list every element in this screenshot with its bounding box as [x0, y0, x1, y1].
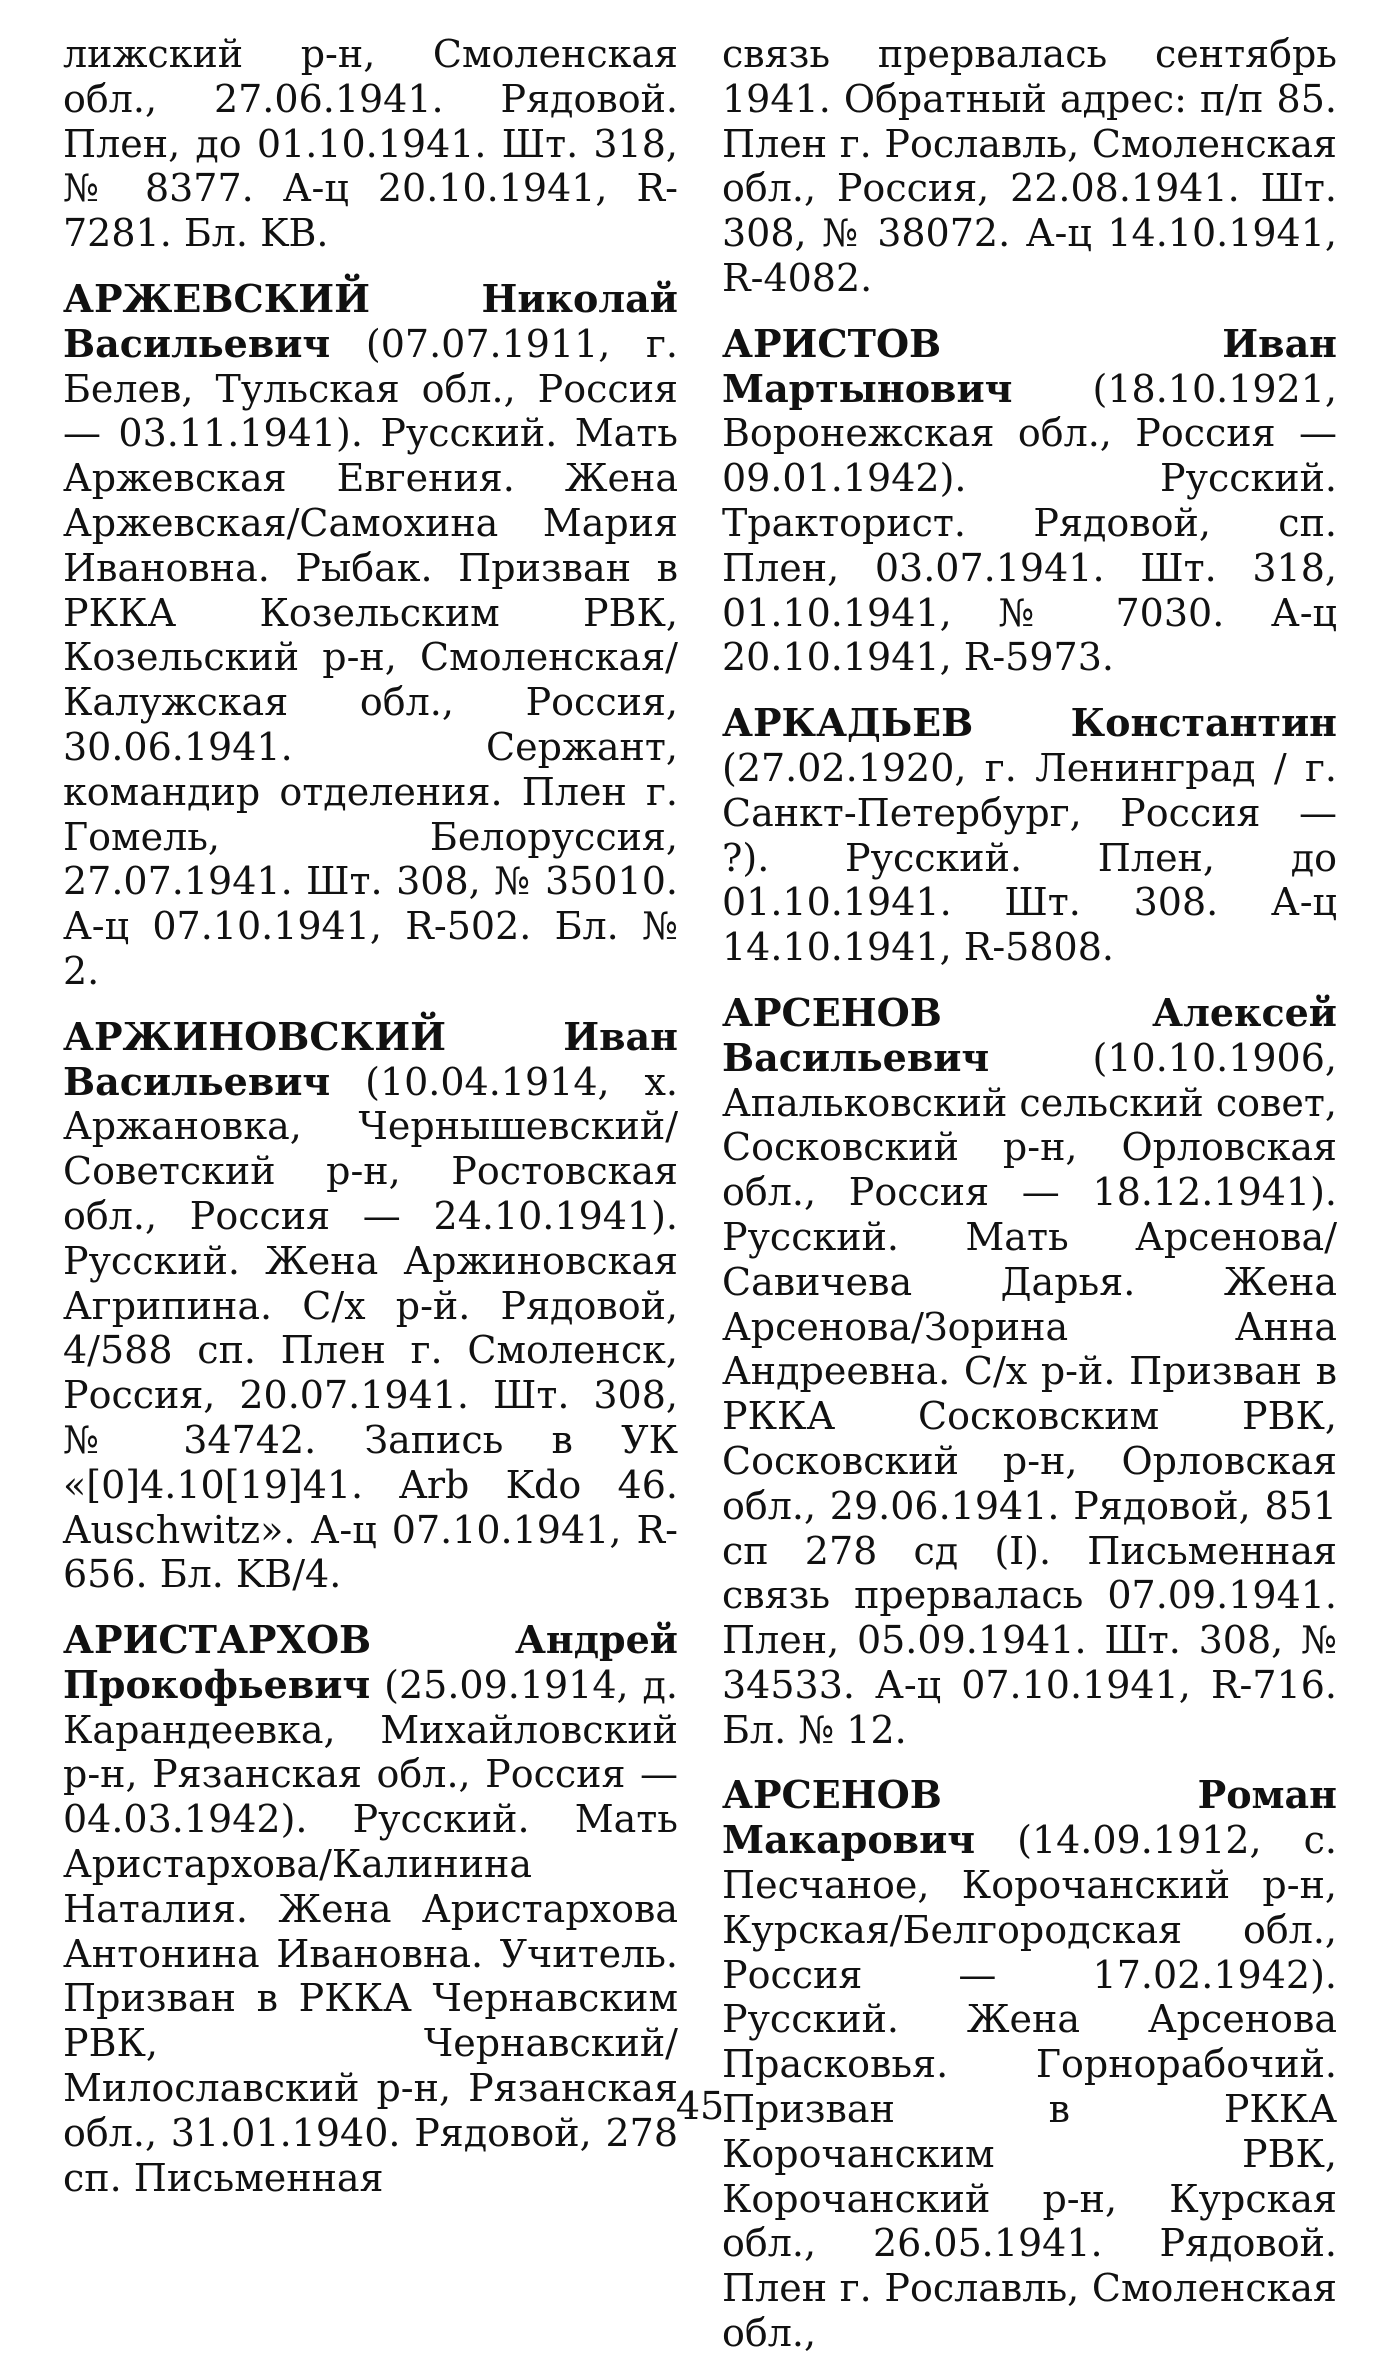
entry-name: АРЖИНОВСКИЙ Иван Васильевич: [63, 1013, 678, 1104]
page-number: 45: [675, 2084, 725, 2128]
entry-text: (27.02.1920, г. Ленинград / г. Санкт-Петербург, Россия — ?). Русский. Плен, до 01.10.1941. Шт. 308. А-ц 14.10.1941, R-5808.: [722, 745, 1337, 970]
biography-entry: [63, 1015, 678, 1597]
left-column: [63, 32, 678, 2221]
entry-name: АРИСТОВ Иван Мартынович: [722, 320, 1337, 411]
entry-name: АРИСТАРХОВ Андрей Прокофьевич: [63, 1617, 678, 1707]
biography-entry: [722, 322, 1337, 680]
biography-entry: [722, 991, 1337, 1753]
entry-text: (14.09.1912, с. Песчаное, Корочанский р-н, Курская/Белгородская обл., Россия — 17.02.1942). Русский. Жена Арсенова Прасковья. Горнорабочий. Призван в РККА Корочанским РВК, Корочанский р-н, Курская обл., 26.05.1941. Рядовой. Плен г. Рославль, Смоленская обл.,: [722, 1818, 1337, 2356]
entry-name: АРКАДЬЕВ Константин: [722, 700, 1337, 746]
entry-text: (07.07.1911, г. Белев, Тульская обл., Россия — 03.11.1941). Русский. Мать Аржевская Евгения. Жена Аржевская/Самохина Мария Ивановна. Рыбак. Призван в РККА Козельским РВК, Козельский р-н, Смоленская/Калужская обл., Россия, 30.06.1941. Сержант, командир отделения. Плен г. Гомель, Белоруссия, 27.07.1941. Шт. 308, № 35010. А-ц 07.10.1941, R-502. Бл. № 2.: [63, 321, 678, 993]
biography-entry: [722, 1773, 1337, 2355]
biography-entry: [722, 701, 1337, 970]
continuation-text: связь прервалась сентябрь 1941. Обратный адрес: п/п 85. Плен г. Рославль, Смоленская обл., Россия, 22.08.1941. Шт. 308, № 38072. А-ц 14.10.1941, R-4082.: [722, 32, 1337, 300]
biography-entry: [63, 277, 678, 994]
entry-name: АРСЕНОВ Алексей Васильевич: [722, 989, 1337, 1080]
entry-text: (10.10.1906, Апальковский сельский совет, Сосковский р-н, Орловская обл., Россия — 18.12.1941). Русский. Мать Арсенова/Савичева Дарья. Жена Арсенова/Зорина Анна Андреевна. С/х р-й. Призван в РККА Сосковским РВК, Сосковский р-н, Орловская обл., 29.06.1941. Рядовой, 851 сп 278 сд (I). Письменная связь прервалась 07.09.1941. Плен, 05.09.1941. Шт. 308, № 34533. А-ц 07.10.1941, R-716. Бл. № 12.: [722, 1035, 1337, 1752]
continuation-text: лижский р-н, Смоленская обл., 27.06.1941. Рядовой. Плен, до 01.10.1941. Шт. 318, № 8377. А-ц 20.10.1941, R-7281. Бл. KB.: [63, 32, 678, 256]
entry-text: (18.10.1921, Воронежская обл., Россия — 09.01.1942). Русский. Тракторист. Рядовой, сп. Плен, 03.07.1941. Шт. 318, 01.10.1941, № 7030. А-ц 20.10.1941, R-5973.: [722, 366, 1337, 680]
right-column: [722, 32, 1337, 2377]
entry-name: АРЖЕВСКИЙ Николай Васильевич: [63, 275, 678, 366]
entry-name: АРСЕНОВ Роман Макарович: [722, 1772, 1337, 1863]
entry-text: (10.04.1914, х. Аржановка, Чернышевский/Советский р-н, Ростовская обл., Россия — 24.10.1941). Русский. Жена Аржиновская Агрипина. С/х р-й. Рядовой, 4/588 сп. Плен г. Смоленск, Россия, 20.07.1941. Шт. 308, № 34742. Запись в УК «[0]4.10[19]41. Arb Kdo 46. Auschwitz». А-ц 07.10.1941, R-656. Бл. KB/4.: [63, 1059, 678, 1597]
entry-text: (25.09.1914, д. Карандеевка, Михайловский р-н, Рязанская обл., Россия — 04.03.1942). Русский. Мать Аристархова/Калинина Наталия. Жена Аристархова Антонина Ивановна. Учитель. Призван в РККА Чернавским РВК, Чернавский/Милославский р-н, Рязанская обл., 31.01.1940. Рядовой, 278 сп. Письменная: [63, 1662, 678, 2200]
